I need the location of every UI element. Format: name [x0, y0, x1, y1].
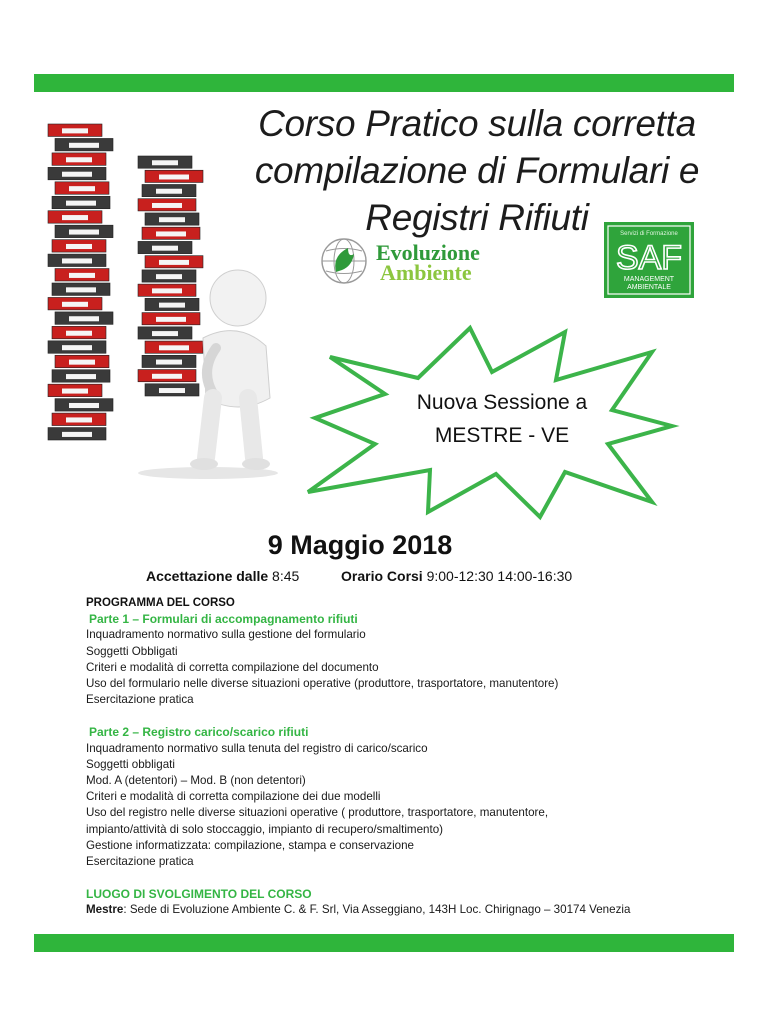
book-label [69, 186, 95, 191]
book-label [62, 432, 92, 437]
book-label [69, 403, 99, 408]
session-line: Nuova Sessione a [416, 391, 588, 414]
book-label [66, 157, 92, 162]
title-line: compilazione di Formulari e [254, 150, 700, 191]
list-item: Esercitazione pratica [86, 855, 194, 869]
list-item: Soggetti Obbligati [86, 644, 178, 658]
location-text: : Sede di Evoluzione Ambiente C. & F. Srl, Via Asseggiano, 143H Loc. Chirignago – 30174 Venezia [123, 903, 631, 917]
book-label [62, 345, 92, 350]
book-label [69, 143, 99, 148]
saf-bottom-text-1: MANAGEMENT [623, 276, 675, 283]
book-label [152, 288, 182, 293]
book-label [152, 160, 178, 165]
book-label [156, 317, 186, 322]
hours-value: 9:00-12:30 14:00-16:30 [426, 568, 573, 584]
acceptance-time [146, 568, 299, 584]
book-label [66, 331, 92, 336]
acceptance-label: Accettazione dalle [146, 568, 269, 584]
list-item: Soggetti obbligati [86, 757, 175, 771]
book-label [69, 230, 99, 235]
book-label [156, 274, 182, 279]
session-announcement [372, 386, 632, 452]
book-label [66, 287, 96, 292]
course-date: 9 Maggio 2018 [267, 530, 453, 560]
location-heading: LUOGO DI SVOLGIMENTO DEL CORSO [86, 887, 312, 902]
evoluzione-ambiente-logo [318, 236, 498, 286]
bottom-green-bar [34, 934, 734, 952]
book-label [156, 231, 186, 236]
course-title [232, 100, 722, 241]
part1-title: Parte 1 – Formulari di accompagnamento rifiuti [89, 612, 358, 627]
book-label [159, 217, 185, 222]
book-label [159, 175, 189, 180]
book-label [156, 189, 182, 194]
book-label [66, 244, 92, 249]
book-label [62, 389, 88, 394]
book-label [152, 331, 178, 336]
program-heading: PROGRAMMA DEL CORSO [86, 597, 235, 609]
book-label [159, 260, 189, 265]
book-label [69, 360, 95, 365]
logo-word-2: Ambiente [380, 260, 472, 285]
book-label [66, 374, 96, 379]
list-item: Uso del formulario nelle diverse situazioni operative (produttore, trasportatore, manutentore) [86, 677, 559, 691]
book-label [159, 345, 189, 350]
book-label [62, 302, 88, 307]
title-line: Corso Pratico sulla corretta [258, 103, 696, 144]
book-label [62, 215, 88, 220]
book-label [159, 388, 185, 393]
list-item: Uso del registro nelle diverse situazioni operative ( produttore, trasportatore, manutentore, [86, 806, 549, 820]
book-label [156, 360, 182, 365]
list-item: Esercitazione pratica [86, 693, 194, 707]
saf-logo [604, 222, 694, 298]
program-section [86, 595, 736, 919]
list-item: Inquadramento normativo sulla gestione del formulario [86, 628, 366, 642]
location-line [86, 902, 736, 918]
book-label [62, 172, 92, 177]
book-label [66, 417, 92, 422]
session-line: MESTRE - VE [434, 424, 570, 447]
list-item: impianto/attività di solo stoccaggio, impianto di recupero/smaltimento) [86, 822, 444, 836]
book-label [66, 201, 96, 206]
book-label [152, 203, 182, 208]
hours-label: Orario Corsi [341, 568, 423, 584]
location-label: Mestre [86, 903, 124, 917]
saf-bottom-text-2: AMBIENTALE [627, 284, 671, 291]
book-label [69, 273, 95, 278]
top-green-bar [34, 74, 734, 92]
list-item: Mod. A (detentori) – Mod. B (non detentori) [86, 774, 306, 788]
book-label [152, 374, 182, 379]
book-label [159, 303, 185, 308]
book-label [69, 316, 99, 321]
list-item: Criteri e modalità di corretta compilazione dei due modelli [86, 790, 381, 804]
globe-leaf-icon [318, 236, 370, 286]
book-label [62, 258, 92, 263]
list-item: Inquadramento normativo sulla tenuta del registro di carico/scarico [86, 741, 428, 755]
list-item: Gestione informatizzata: compilazione, stampa e conservazione [86, 838, 415, 852]
saf-mark: SAF [615, 239, 683, 277]
acceptance-value: 8:45 [272, 568, 300, 584]
title-line: Registri Rifiuti [365, 197, 589, 238]
book-label [152, 246, 178, 251]
logo-word-1: Evoluzione [376, 240, 480, 265]
book-label [62, 128, 88, 133]
saf-top-text: Servizi di Formazione [620, 231, 678, 237]
part2-title: Parte 2 – Registro carico/scarico rifiuti [89, 725, 309, 740]
course-hours [341, 568, 572, 584]
list-item: Criteri e modalità di corretta compilazione del documento [86, 660, 379, 674]
